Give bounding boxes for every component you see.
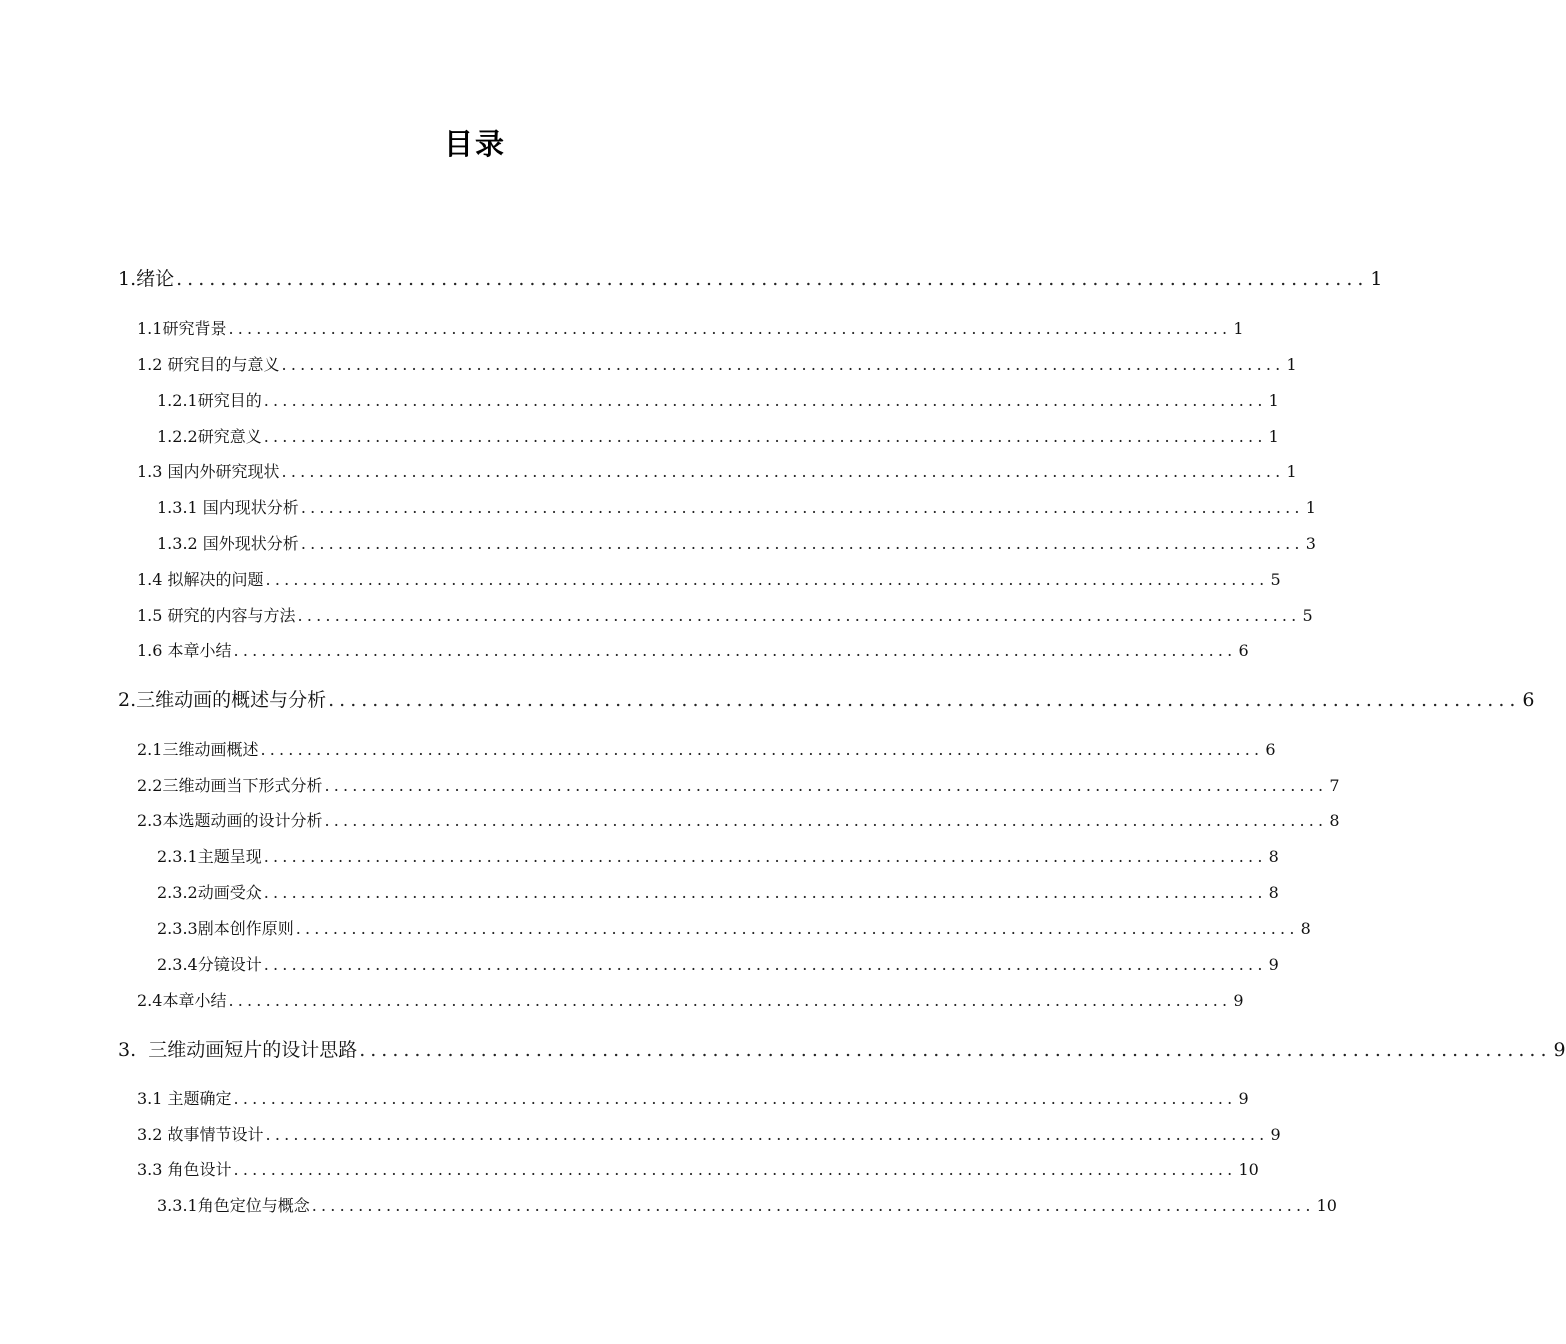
- toc-entry-1-3[interactable]: [137, 459, 1297, 482]
- toc-entry-label: 2.3.1主题呈现: [157, 847, 262, 866]
- toc-entry-page: 8: [1300, 919, 1311, 938]
- leader-dots: ............................................................................................................: [263, 883, 1267, 902]
- toc-entry-page: 8: [1268, 883, 1279, 902]
- toc-entry-page: 1: [1305, 498, 1316, 517]
- toc-entry-label: 2.3.4分镜设计: [157, 955, 262, 974]
- toc-entry-label: 1.3 国内外研究现状: [137, 462, 280, 481]
- leader-dots: ............................................................................................................: [263, 427, 1267, 446]
- leader-dots: ............................................................................................................: [228, 991, 1232, 1010]
- toc-entry-label: 2.3.3剧本创作原则: [157, 919, 294, 938]
- toc-entry-page: 5: [1270, 570, 1281, 589]
- toc-entry-page: 9: [1233, 991, 1244, 1010]
- toc-entry-page: 6: [1238, 641, 1249, 660]
- toc-entry-2-4[interactable]: [137, 988, 1244, 1011]
- toc-entry-page: 9: [1238, 1089, 1249, 1108]
- leader-dots: ............................................................................................................: [176, 268, 1369, 290]
- toc-entry-page: 1: [1286, 462, 1297, 481]
- leader-dots: ............................................................................................................: [228, 319, 1232, 338]
- toc-entry-label: 1.6 本章小结: [137, 641, 232, 660]
- toc-entry-page: 6: [1265, 740, 1276, 759]
- toc-entry-1-6[interactable]: [137, 638, 1249, 661]
- leader-dots: ............................................................................................................: [300, 498, 1304, 517]
- toc-entry-3-3[interactable]: [137, 1157, 1259, 1180]
- toc-entry-label: 3.3 角色设计: [137, 1160, 232, 1179]
- leader-dots: ............................................................................................................: [300, 534, 1304, 553]
- toc-entry-page: 9: [1553, 1039, 1566, 1061]
- toc-entry-label: 2.1三维动画概述: [137, 740, 259, 759]
- toc-entry-3-3-1[interactable]: [157, 1193, 1337, 1216]
- toc-entry-label: 2.三维动画的概述与分析: [118, 689, 327, 711]
- toc-entry-label: 2.3本选题动画的设计分析: [137, 811, 323, 830]
- leader-dots: ............................................................................................................: [359, 1039, 1552, 1061]
- leader-dots: ............................................................................................................: [263, 847, 1267, 866]
- toc-entry-3[interactable]: [118, 1035, 1566, 1062]
- leader-dots: ............................................................................................................: [311, 1196, 1315, 1215]
- toc-entry-2-3-3[interactable]: [157, 916, 1311, 939]
- toc-entry-label: 1.3.1 国内现状分析: [157, 498, 299, 517]
- leader-dots: ............................................................................................................: [263, 955, 1267, 974]
- toc-entry-label: 1.5 研究的内容与方法: [137, 606, 296, 625]
- leader-dots: ............................................................................................................: [263, 391, 1267, 410]
- toc-entry-page: 1: [1268, 391, 1279, 410]
- leader-dots: ............................................................................................................: [265, 1125, 1269, 1144]
- toc-entry-page: 8: [1329, 811, 1340, 830]
- toc-entry-label: 1.绪论: [118, 268, 175, 290]
- toc-entry-2-3-4[interactable]: [157, 952, 1279, 975]
- leader-dots: ............................................................................................................: [328, 689, 1521, 711]
- toc-entry-label: 2.2三维动画当下形式分析: [137, 776, 323, 795]
- leader-dots: ............................................................................................................: [281, 355, 1285, 374]
- toc-entry-page: 8: [1268, 847, 1279, 866]
- toc-title: 目录: [443, 127, 506, 161]
- toc-entry-page: 10: [1316, 1196, 1337, 1215]
- toc-entry-label: 1.2.1研究目的: [157, 391, 262, 410]
- leader-dots: ............................................................................................................: [233, 641, 1237, 660]
- toc-entry-page: 3: [1305, 534, 1316, 553]
- toc-entry-page: 10: [1238, 1160, 1259, 1179]
- toc-entry-label: 3.2 故事情节设计: [137, 1125, 264, 1144]
- toc-entry-1-2-1[interactable]: [157, 388, 1279, 411]
- toc-entry-1[interactable]: [118, 264, 1383, 291]
- leader-dots: ............................................................................................................: [233, 1160, 1237, 1179]
- toc-entry-1-5[interactable]: [137, 603, 1313, 626]
- toc-entry-3-2[interactable]: [137, 1122, 1281, 1145]
- leader-dots: ............................................................................................................: [324, 811, 1328, 830]
- leader-dots: ............................................................................................................: [324, 776, 1328, 795]
- toc-entry-2-3[interactable]: [137, 808, 1340, 831]
- toc-entry-1-2-2[interactable]: [157, 424, 1279, 447]
- toc-entry-3-1[interactable]: [137, 1086, 1249, 1109]
- toc-entry-page: 1: [1268, 427, 1279, 446]
- toc-entry-2-1[interactable]: [137, 737, 1276, 760]
- toc-entry-1-2[interactable]: [137, 352, 1297, 375]
- toc-entry-page: 1: [1233, 319, 1244, 338]
- toc-entry-label: 2.3.2动画受众: [157, 883, 262, 902]
- leader-dots: ............................................................................................................: [281, 462, 1285, 481]
- toc-entry-label: 1.1研究背景: [137, 319, 227, 338]
- toc-entry-1-3-1[interactable]: [157, 495, 1316, 518]
- toc-entry-2-3-2[interactable]: [157, 880, 1279, 903]
- toc-entry-page: 9: [1268, 955, 1279, 974]
- toc-entry-label: 1.4 拟解决的问题: [137, 570, 264, 589]
- leader-dots: ............................................................................................................: [260, 740, 1264, 759]
- toc-entry-label: 1.2 研究目的与意义: [137, 355, 280, 374]
- leader-dots: ............................................................................................................: [265, 570, 1269, 589]
- leader-dots: ............................................................................................................: [297, 606, 1301, 625]
- toc-entry-label: 3. 三维动画短片的设计思路: [118, 1039, 358, 1061]
- toc-entry-page: 5: [1302, 606, 1313, 625]
- toc-entry-page: 1: [1286, 355, 1297, 374]
- leader-dots: ............................................................................................................: [233, 1089, 1237, 1108]
- toc-entry-label: 3.1 主题确定: [137, 1089, 232, 1108]
- toc-entry-2-2[interactable]: [137, 773, 1340, 796]
- toc-entry-2-3-1[interactable]: [157, 844, 1279, 867]
- toc-entry-label: 2.4本章小结: [137, 991, 227, 1010]
- toc-entry-label: 3.3.1角色定位与概念: [157, 1196, 310, 1215]
- leader-dots: ............................................................................................................: [295, 919, 1299, 938]
- toc-entry-page: 9: [1270, 1125, 1281, 1144]
- toc-entry-2[interactable]: [118, 685, 1535, 712]
- toc-entry-page: 7: [1329, 776, 1340, 795]
- toc-entry-1-4[interactable]: [137, 567, 1281, 590]
- toc-entry-1-3-2[interactable]: [157, 531, 1316, 554]
- toc-entry-label: 1.3.2 国外现状分析: [157, 534, 299, 553]
- toc-entry-page: 6: [1522, 689, 1535, 711]
- toc-entry-1-1[interactable]: [137, 316, 1244, 339]
- toc-entry-label: 1.2.2研究意义: [157, 427, 262, 446]
- toc-entry-page: 1: [1370, 268, 1383, 290]
